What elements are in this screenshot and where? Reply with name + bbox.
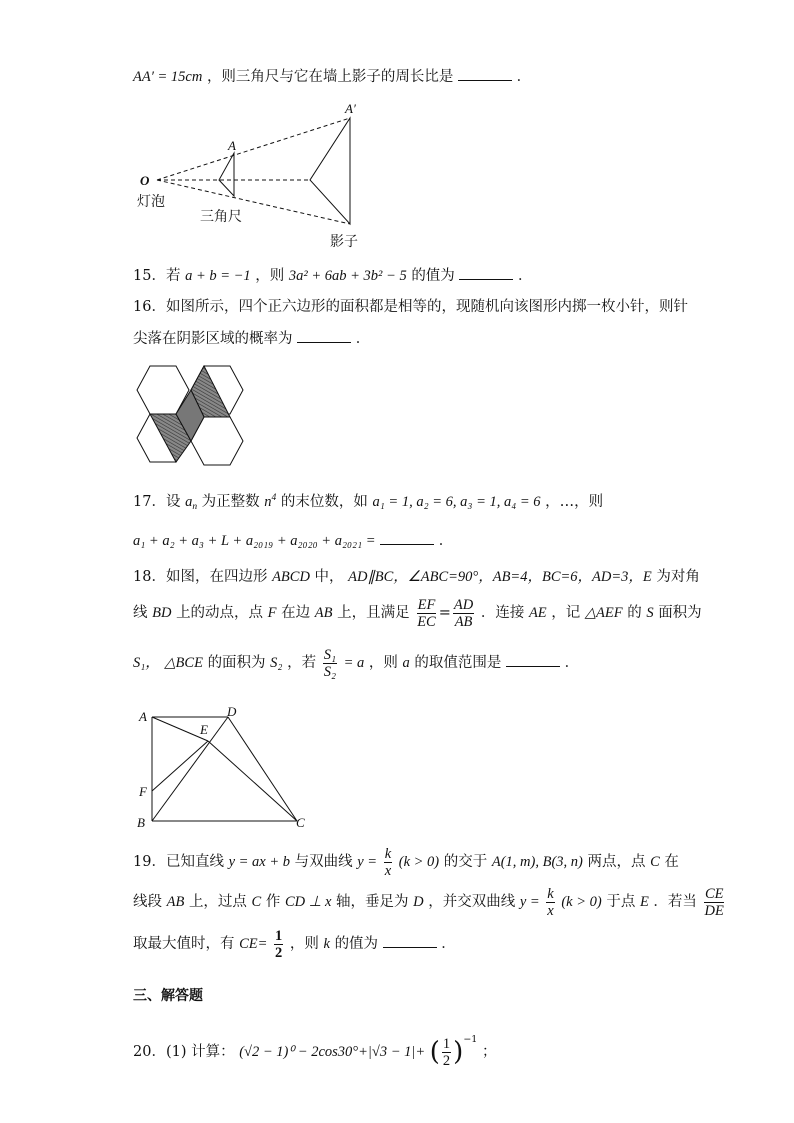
- q20-frac-half: [442, 1036, 451, 1069]
- q19-l1c: 与双曲线: [294, 854, 353, 870]
- q18-quadrilateral-figure: [140, 705, 315, 830]
- q18-l3b: △BCE: [164, 655, 203, 671]
- q18-frac1-num: EF: [417, 596, 436, 613]
- q19-l2k: (k > 0): [561, 894, 602, 910]
- q18-label-E: E: [200, 722, 208, 737]
- q15-text: 的值为: [411, 268, 455, 284]
- q19-l3c: ，则: [289, 936, 319, 952]
- q15-expr1: a + b = −1: [185, 268, 251, 284]
- q20-frac-num: 1: [442, 1035, 451, 1052]
- q16-line1: 16．如图所示，四个正六边形的面积都是相等的，现随机向该图形内掷一枚小针，则针: [133, 299, 688, 315]
- q16-hexagon-figure: [132, 362, 244, 470]
- q15-end: ．: [518, 268, 533, 284]
- q14-label-bulb: 灯泡: [137, 194, 165, 210]
- q17-l1b: 为正整数: [201, 494, 260, 510]
- q19-frac3-num: 1: [275, 927, 283, 944]
- q19-line2: [133, 885, 727, 919]
- q19-l2d: C: [251, 894, 262, 910]
- q14-text: ，则三角尺与它在墙上影子的周长比是: [206, 69, 454, 85]
- segment-EC: [208, 741, 297, 821]
- q16-answer-blank: [297, 328, 351, 343]
- q18-l2e: 在边: [281, 605, 311, 621]
- q20-prefix: 20．(1) 计算：: [133, 1044, 235, 1060]
- segment-DC: [228, 717, 297, 821]
- q14-end: ．: [516, 69, 532, 85]
- q18-l1c: 中，: [314, 569, 344, 585]
- q14-prefix: AA′ = 15cm: [133, 69, 203, 85]
- q18-l2i: AE: [528, 605, 547, 621]
- q19-frac-one-half: [274, 928, 283, 961]
- q18-l2f: AB: [314, 605, 333, 621]
- q14-label-Aprime: A′: [345, 101, 356, 116]
- q18-frac-ad-ab: [453, 597, 474, 630]
- q18-l2h: ．连接: [480, 605, 525, 621]
- dashed-ray-top: [157, 118, 350, 180]
- q14-line: [133, 66, 531, 87]
- q14-label-O: O: [140, 173, 150, 188]
- q18-frac3-den: S₂: [323, 663, 336, 680]
- q19-l2j: y =: [519, 894, 540, 910]
- q19-l2n: ．若当: [653, 894, 697, 910]
- q17-answer-blank: [380, 530, 434, 545]
- q18-label-F: F: [139, 784, 147, 799]
- q14-label-shadow: 影子: [330, 234, 358, 250]
- q19-answer-blank: [383, 933, 437, 948]
- q18-l2g: 上，且满足: [337, 605, 410, 621]
- q19-frac-den: x: [384, 862, 392, 879]
- q18-l2l: 的: [627, 605, 642, 621]
- q18-l2c: 上的动点，点: [176, 605, 264, 621]
- q18-l2b: BD: [152, 605, 172, 621]
- q19-l2g: 轴，垂足为: [336, 894, 409, 910]
- q17-l1c: 的末位数，如: [280, 494, 368, 510]
- q18-l3d: S₂: [270, 655, 283, 671]
- q20-exponent: −1: [463, 1034, 478, 1045]
- q19-frac3-den: 2: [275, 944, 283, 961]
- q18-l2m: S: [646, 605, 654, 621]
- q17-l1d: a₁ = 1, a₂ = 6, a₃ = 1, a₄ = 6: [372, 494, 541, 510]
- q18-l3a: S₁，: [133, 655, 160, 671]
- q16-line2: [133, 328, 370, 349]
- q17-l1e: ，…，则: [545, 494, 604, 510]
- q18-frac1-den: EC: [417, 613, 436, 630]
- q16-line2-text: 尖落在阴影区域的概率为: [133, 331, 293, 347]
- q20-paren-close: ): [453, 1037, 464, 1067]
- q19-l1j: 在: [664, 854, 679, 870]
- q18-label-B: B: [137, 815, 145, 830]
- q18-l2k: △AEF: [584, 605, 623, 621]
- q18-l2a: 线: [133, 605, 148, 621]
- q19-l1b: y = ax + b: [228, 854, 291, 870]
- q15-expr2: 3a² + 6ab + 3b² − 5: [288, 268, 407, 284]
- segment-BD: [152, 717, 228, 821]
- q18-line2: 线 BD 上的动点，点 F 在边 AB 上，且满足 $\frac{EF}{EC}$ = $\frac{AD}{AB}$ ．连接 AE ，记 △AEF 的 S 面积为: [133, 596, 702, 630]
- q19-l3d: k: [323, 936, 330, 952]
- q20-end: ；: [481, 1044, 497, 1060]
- section-title: 三、解答题: [133, 988, 203, 1004]
- q17-l1a: 17．设: [133, 494, 181, 510]
- q18-l3f: = a: [343, 655, 365, 671]
- q19-l1f: 的交于: [443, 854, 488, 870]
- q19-l2c: 上，过点: [188, 894, 247, 910]
- q18-l2j: ，记: [551, 605, 581, 621]
- q19-l2b: AB: [166, 894, 185, 910]
- q18-label-A: A: [139, 709, 147, 724]
- q18-end: ．: [564, 655, 580, 671]
- q18-frac-ef-ec: [416, 597, 437, 630]
- q17-line2: [133, 530, 453, 551]
- q17-end: ．: [438, 533, 454, 549]
- q18-label-D: D: [227, 704, 237, 719]
- triangle-shadow: [310, 118, 350, 224]
- q19-l2h: D: [413, 894, 424, 910]
- q16-end: ．: [355, 331, 371, 347]
- q19-l3b: CE=: [239, 936, 268, 952]
- q20-line: [133, 1020, 496, 1072]
- triangle-ruler: [219, 153, 234, 196]
- q18-l3h: a: [402, 655, 410, 671]
- q19-l3e: 的值为: [334, 936, 379, 952]
- q19-l2l: 于点: [606, 894, 636, 910]
- q14-label-ruler: 三角尺: [200, 209, 242, 225]
- q19-l1d: y =: [357, 854, 378, 870]
- q15-mid: ，则: [255, 268, 285, 284]
- q19-l2i: ，并交双曲线: [428, 894, 516, 910]
- q18-l1d: AD∥BC，∠ABC=90°，AB=4，BC=6，AD=3，E: [348, 569, 652, 585]
- q18-l2d: F: [267, 605, 277, 621]
- q18-l3c: 的面积为: [207, 655, 266, 671]
- q15-answer-blank: [459, 265, 513, 280]
- q18-frac-s1-s2: [323, 647, 337, 680]
- q18-l3e: ，若: [287, 655, 317, 671]
- q19-line1: [133, 845, 679, 879]
- q18-frac3-num: S₁: [323, 646, 336, 663]
- q18-line3: [133, 646, 579, 680]
- q14-answer-blank: [458, 66, 512, 81]
- q14-label-A: A: [228, 138, 236, 153]
- q15-num: 15．若: [133, 268, 181, 284]
- q18-l2n: 面积为: [658, 605, 702, 621]
- q19-frac-k-x: [384, 846, 392, 879]
- q18-line1: [133, 567, 700, 587]
- q14-figure: [132, 98, 372, 248]
- q18-frac2-den: AB: [454, 613, 473, 630]
- q19-frac2-num: CE: [704, 885, 724, 902]
- q18-answer-blank: [506, 652, 560, 667]
- q19-frac-ce-de: [704, 886, 725, 919]
- q17-line1: [133, 488, 603, 517]
- q19-l1e: (k > 0): [398, 854, 440, 870]
- q18-l3g: ，则: [368, 655, 398, 671]
- q19-l2e: 作: [265, 894, 281, 910]
- q20-paren-open: (: [429, 1037, 440, 1067]
- q17-sum-expr: a₁ + a₂ + a₃ + L + a₂₀₁₉ + a₂₀₂₀ + a₂₀₂₁ =: [133, 533, 376, 549]
- q18-label-C: C: [296, 815, 305, 830]
- q19-frac2-den: DE: [704, 902, 724, 919]
- q18-frac2-num: AD: [453, 596, 474, 613]
- q19-l1g: A(1, m), B(3, n): [491, 854, 583, 870]
- dashed-ray-bottom: [157, 180, 350, 224]
- q19-l2m: E: [639, 894, 649, 910]
- q20-frac-den: 2: [442, 1052, 451, 1069]
- q18-l1e: 为对角: [656, 569, 700, 585]
- q19-l1h: 两点，点: [587, 854, 646, 870]
- q18-l1a: 18．如图，在四边形: [133, 569, 268, 585]
- q20-expr: (√2 − 1)⁰ − 2cos30°+|√3 − 1|+: [239, 1044, 426, 1060]
- q19-line3: [133, 927, 456, 961]
- q19-frac-num-2: k: [547, 885, 554, 902]
- q19-frac-num: k: [384, 845, 392, 862]
- q19-l1a: 19．已知直线: [133, 854, 224, 870]
- q19-l1i: C: [650, 854, 660, 870]
- q19-l2f: CD ⊥ x: [284, 894, 332, 910]
- q18-l3i: 的取值范围是: [414, 655, 502, 671]
- q19-frac-den-2: x: [547, 902, 554, 919]
- q19-end: ．: [441, 936, 456, 952]
- q17-an: $a_n$: [185, 494, 198, 512]
- q18-l1b: ABCD: [272, 569, 310, 585]
- q19-l2a: 线段: [133, 894, 162, 910]
- q17-n4: $n^4$: [264, 493, 277, 510]
- q19-frac-k-x-2: [546, 886, 554, 919]
- q19-l3a: 取最大值时，有: [133, 936, 235, 952]
- q15-line: [133, 265, 533, 286]
